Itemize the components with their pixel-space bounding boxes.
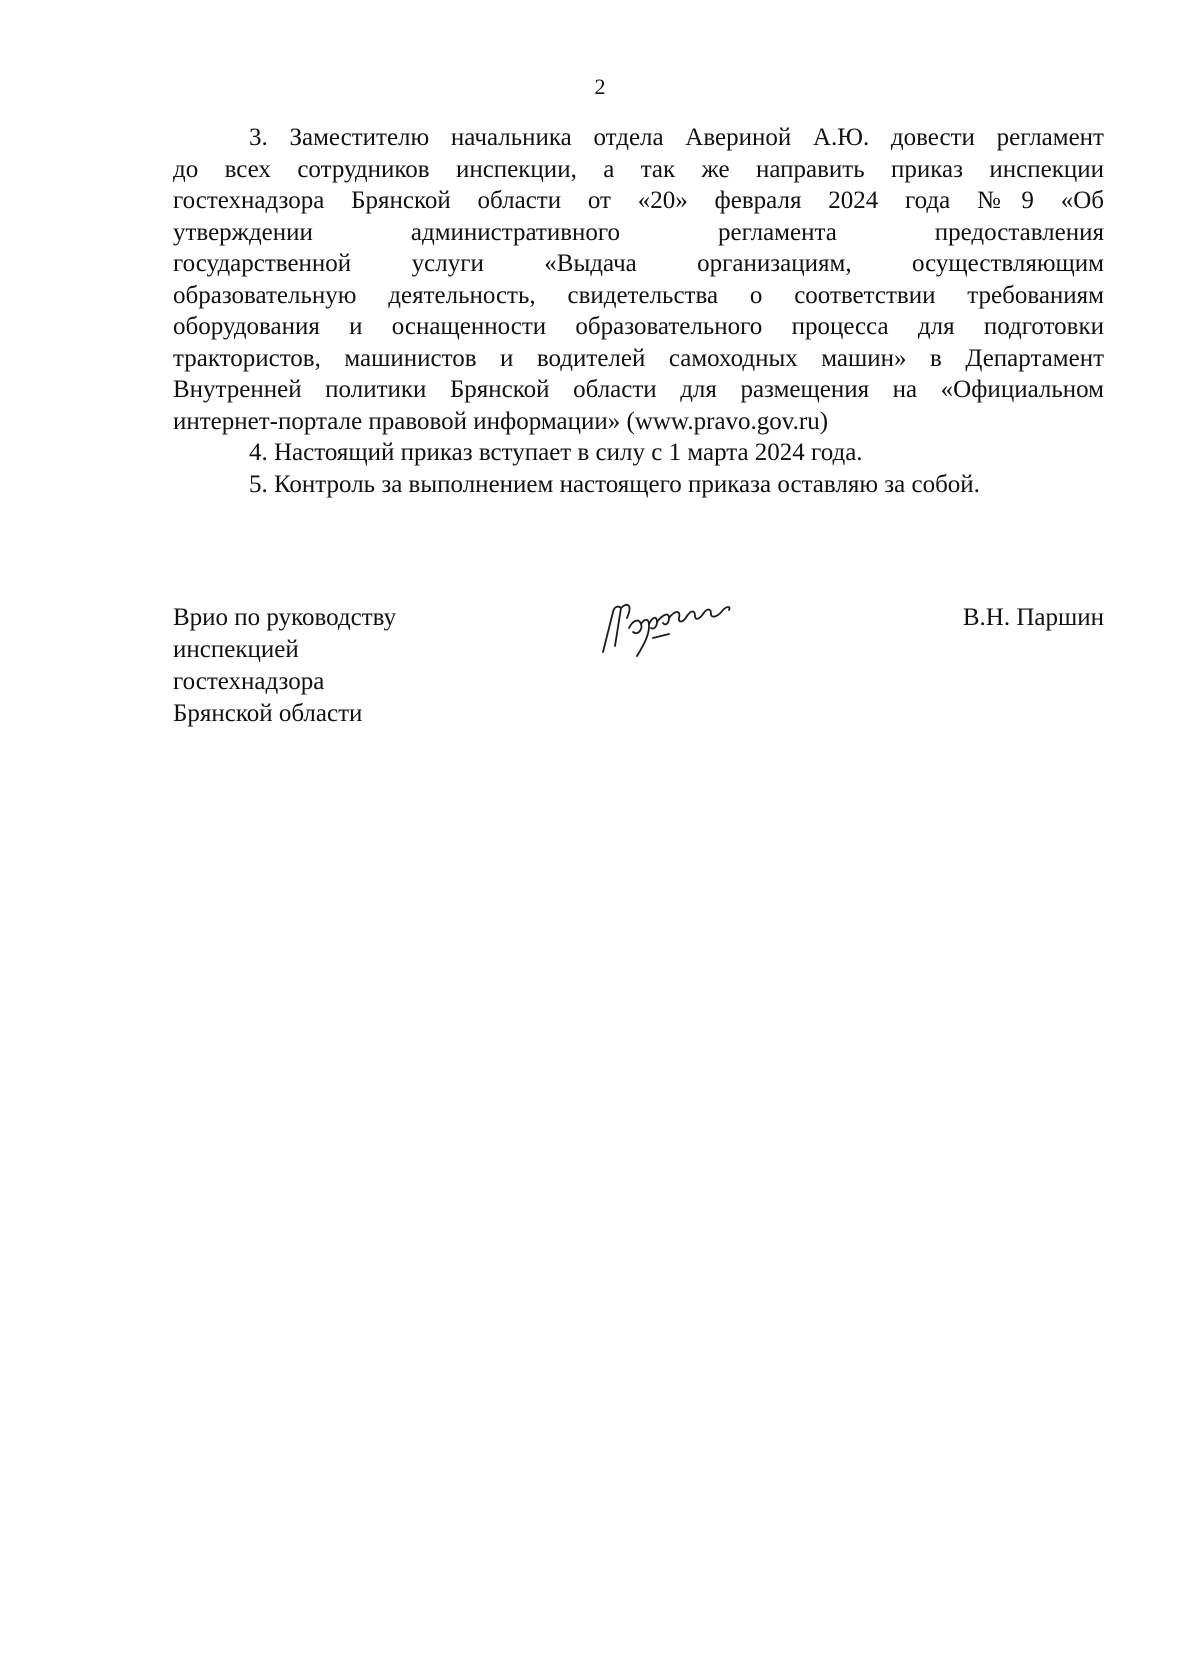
- paragraph-3-line: Внутренней политики Брянской области для размещения на «Официальном: [173, 376, 1104, 403]
- paragraph-3-line: утверждении административного регламента предоставления: [173, 218, 1104, 246]
- paragraph-3-line: оборудования и оснащенности образовательного процесса для подготовки: [173, 313, 1104, 340]
- paragraph-5: 5. Контроль за выполнением настоящего приказа оставляю за собой.: [249, 470, 980, 498]
- signer-position: [173, 602, 396, 730]
- paragraph-3-line: до всех сотрудников инспекции, а так же направить приказ инспекции: [173, 155, 1104, 183]
- handwritten-signature: [591, 596, 751, 664]
- paragraph-3-line: гостехнадзора Брянской области от «20» февраля 2024 года №9 «Об: [173, 187, 1104, 214]
- signer-position-line: Брянской области: [173, 700, 363, 727]
- signer-name: В.Н. Паршин: [962, 604, 1104, 631]
- paragraph-3-line: государственной услуги «Выдача организациям, осуществляющим: [173, 250, 1104, 277]
- paragraph-3-line: образовательную деятельность, свидетельства о соответствии требованиям: [173, 281, 1104, 309]
- paragraph-4: 4. Настоящий приказ вступает в силу с 1 марта 2024 года.: [249, 439, 863, 466]
- signature-block: [173, 602, 1104, 732]
- document-body: [173, 122, 1104, 500]
- signer-position-line: гостехнадзора: [173, 668, 325, 695]
- paragraph-3-line: трактористов, машинистов и водителей самоходных машин» в Департамент: [173, 344, 1104, 372]
- signer-position-line: инспекцией: [173, 636, 299, 663]
- paragraph-3-line: 3. Заместителю начальника отдела Авериной А.Ю. довести регламент: [249, 124, 1104, 151]
- page-number: 2: [594, 74, 606, 99]
- paragraph-3-line: интернет-портале правовой информации» (www.pravo.gov.ru): [173, 407, 829, 435]
- signer-position-line: Врио по руководству: [173, 604, 397, 631]
